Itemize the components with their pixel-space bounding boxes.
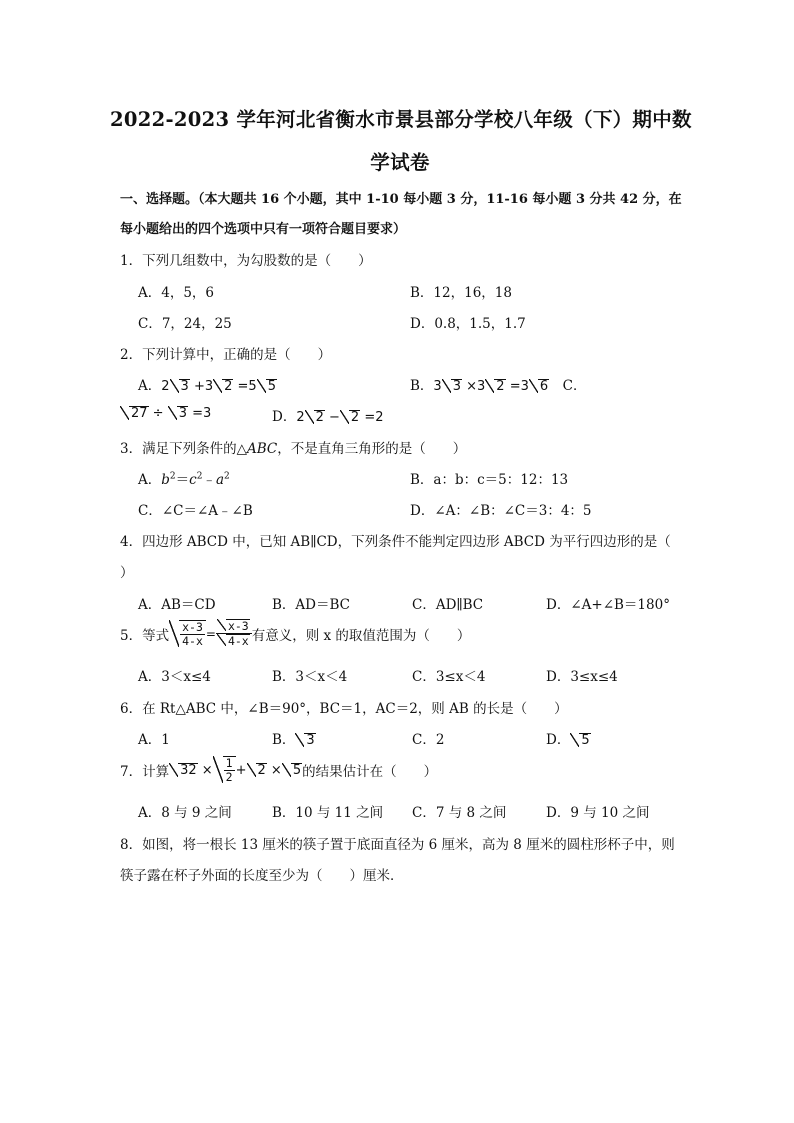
question-7-option-c: C．7 与 8 之间: [412, 805, 507, 821]
question-3-option-d: D．∠A：∠B：∠C＝3：4：5: [410, 503, 592, 519]
question-2-option-a: A．2 3 +3 2 =5 5: [138, 378, 276, 394]
section-header-line-2: 每小题给出的四个选项中只有一项符合题目要求）: [120, 222, 407, 237]
question-6-option-b: B． 3: [272, 732, 315, 748]
question-2-option-d: D．2 2 − 2 =2: [272, 409, 384, 425]
question-4-option-d: D．∠A+∠B＝180°: [546, 597, 670, 613]
question-1-option-c: C．7，24，25: [138, 316, 232, 332]
q5-right-fraction: $\frac{x-3}{4-x}$: [216, 619, 252, 648]
q7-radical-half: $\frac{1}{2}$: [223, 756, 236, 784]
question-3-option-c: C．∠C＝∠A﹣∠B: [138, 503, 253, 519]
question-1-stem: 1．下列几组数中，为勾股数的是（ ）: [120, 253, 372, 269]
question-1-option-b: B．12，16，18: [410, 285, 512, 301]
question-5-stem: 5．等式 $\frac{x-3}{4-x}$ = $\frac{x-3}{4-x}$ 有意义，则 x 的取值范围为（ ）: [120, 619, 471, 649]
question-6-option-a: A．1: [138, 732, 170, 748]
question-8-stem-line-2: 筷子露在杯子外面的长度至少为（ ）厘米．: [120, 868, 404, 884]
question-4-stem: 4．四边形 ABCD 中，已知 AB∥CD，下列条件不能判定四边形 ABCD 为平行四边形的是（: [120, 534, 671, 550]
question-3-option-a: A．$b^2=c^2﹣a^2$: [138, 471, 230, 488]
question-8-stem-line-1: 8．如图，将一根长 13 厘米的筷子置于底面直径为 6 厘米，高为 8 厘米的圆柱形杯子中，则: [120, 837, 675, 853]
question-1-option-a: A．4，5，6: [138, 285, 215, 301]
question-5-option-d: D．3≤x≤4: [546, 669, 618, 685]
q5-left-radical: $\frac{x-3}{4-x}$: [179, 620, 206, 648]
question-6-option-d: D． 5: [546, 732, 590, 748]
page-title-line-1: 2022-2023 学年河北省衡水市景县部分学校八年级（下）期中数: [110, 108, 692, 131]
question-2-option-b: B．3 3 ×3 2 =3 6 C．: [410, 378, 587, 394]
question-2-stem: 2．下列计算中，正确的是（ ）: [120, 347, 332, 363]
question-6-stem: 6．在 Rt△ABC 中，∠B＝90°，BC＝1，AC＝2，则 AB 的长是（ ）: [120, 701, 568, 717]
question-3-stem: 3．满足下列条件的△ABC，不是直角三角形的是（ ）: [120, 441, 467, 457]
question-7-option-a: A．8 与 9 之间: [138, 805, 232, 821]
question-4-option-c: C．AD∥BC: [412, 597, 484, 613]
page-title-line-2: 学试卷: [370, 151, 430, 174]
section-header-line-1: 一、选择题。（本大题共 16 个小题，其中 1-10 每小题 3 分，11-16 每小题 3 分共 42 分，在: [120, 192, 682, 207]
question-4-stem-cont: ）: [120, 565, 134, 581]
question-5-option-c: C．3≤x＜4: [412, 669, 486, 685]
question-7-option-d: D．9 与 10 之间: [546, 805, 650, 821]
question-5-option-a: A．3＜x≤4: [138, 669, 211, 685]
question-2-option-c: 27 ÷ 3 =3: [131, 406, 212, 421]
question-5-option-b: B．3＜x＜4: [272, 669, 348, 685]
question-4-option-a: A．AB＝CD: [138, 597, 216, 613]
question-7-option-b: B．10 与 11 之间: [272, 805, 384, 821]
question-1-option-d: D．0.8，1.5，1.7: [410, 316, 526, 332]
question-6-option-c: C．2: [412, 732, 445, 748]
question-4-option-b: B．AD＝BC: [272, 597, 350, 613]
question-3-option-b: B．a：b：c＝5：12：13: [410, 472, 569, 488]
question-7-stem: 7．计算 32 × $\frac{1}{2}$ + 2 × 5 的结果估计在（ ）: [120, 756, 438, 785]
